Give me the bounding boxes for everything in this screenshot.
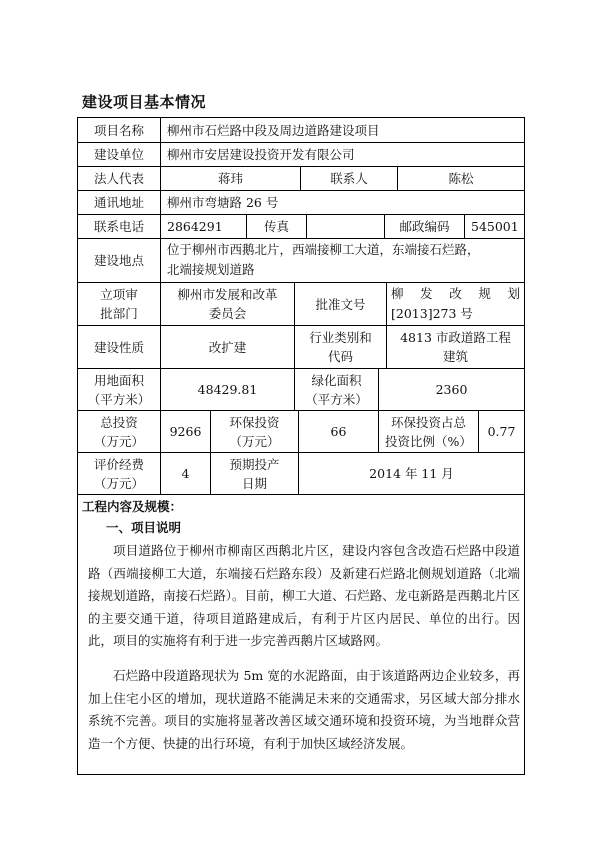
postcode-value: 545001 [471,219,519,234]
builder-value: 柳州市安居建设投资开发有限公司 [167,147,355,162]
approval-dept-label-2: 批部门 [100,306,138,321]
approval-dept-label-1: 立项审 [100,287,138,302]
nature-value: 改扩建 [208,339,247,355]
total-invest-value: 9266 [169,424,202,439]
env-invest-label-1: 环保投资 [229,414,280,430]
phone-label: 联系电话 [93,219,144,234]
location-line-2: 北端接规划道路 [167,262,255,277]
land-area-label-1: 用地面积 [93,372,144,388]
postcode-label: 邮政编码 [399,219,450,234]
approval-dept-value [161,283,294,325]
project-name-value: 柳州市石烂路中段及周边道路建设项目 [167,122,380,138]
approval-dept-value-2: 委员会 [208,306,247,321]
legal-rep-value: 蒋玮 [217,171,243,186]
location-line-1: 位于柳州市西鹅北片，西端接柳工大道，东端接石烂路， [167,242,480,257]
env-ratio-label [379,411,478,452]
env-invest-value: 66 [330,424,347,439]
page-title: 建设项目基本情况 [82,93,207,111]
env-ratio-value: 0.77 [487,424,516,439]
approval-dept-label [78,283,160,325]
green-area-label-2: （平方米） [305,391,368,407]
section-1-heading: 一、项目说明 [106,520,182,535]
industry-value-1: 4813 市政道路工程 [400,330,511,345]
content-heading: 工程内容及规模： [82,499,183,514]
total-invest-label [78,411,160,452]
env-ratio-label-1: 环保投资占总 [390,414,466,430]
production-date-label [211,453,298,494]
eval-fee-label-1: 评价经费 [93,456,144,472]
total-invest-label-1: 总投资 [100,414,138,430]
approval-no-label: 批准文号 [315,296,366,312]
land-area-value: 48429.81 [197,382,258,397]
contact-value: 陈松 [448,171,474,186]
total-invest-label-2: （万元） [93,433,144,449]
env-invest-label-2: （万元） [229,433,280,449]
eval-fee-value: 4 [181,466,190,481]
industry-label [295,326,386,368]
env-invest-label [211,411,298,452]
env-ratio-label-2: 投资比例（%） [385,433,472,449]
project-name-label: 项目名称 [93,122,144,138]
approval-no-value [391,284,520,324]
production-date-label-1: 预期投产 [229,456,280,472]
green-area-value: 2360 [435,382,468,397]
legal-rep-label: 法人代表 [93,171,144,186]
eval-fee-label-2: （万元） [93,475,144,491]
industry-label-1: 行业类别和 [309,330,372,345]
location-label: 建设地点 [93,253,144,268]
paragraph-1: 项目道路位于柳州市柳南区西鹅北片区，建设内容包含改造石烂路中段道路（西端接柳工大道，东端接石烂路东段）及新建石烂路北侧规划道路（北端接规划道路，南接石烂路）。目前，柳工大道、石烂路、龙屯新路是西鹅北片区的主要交通干道，待项目道路建成后，有利于片区内居民、单位的出行。因此，项目的实施将有利于进一步完善西鹅片区域路网。 [88,543,520,648]
location-value [167,240,521,280]
approval-no-value-2: [2013]273 号 [391,306,473,321]
land-area-label [78,369,160,410]
industry-value [387,326,524,368]
eval-fee-label [78,453,160,494]
approval-dept-value-1: 柳州市发展和改革 [177,287,278,302]
builder-label: 建设单位 [93,147,144,162]
industry-value-2: 建筑 [442,349,468,364]
fax-label: 传真 [263,219,289,234]
approval-no-value-1: 柳 发 改 规 划 [391,286,520,301]
green-area-label-1: 绿化面积 [311,372,362,388]
production-date-label-2: 日期 [241,475,267,491]
contact-label: 联系人 [330,171,368,186]
green-area-label [295,369,378,410]
fax-value [307,215,384,238]
production-date-value: 2014 年 11 月 [369,466,454,481]
address-value: 柳州市弯塘路 26 号 [167,195,279,210]
phone-value: 2864291 [167,219,223,234]
paragraph-2: 石烂路中段道路现状为 5m 宽的水泥路面，由于该道路两边企业较多，再加上住宅小区的增加，现状道路不能满足未来的交通需求，另区域大部分排水系统不完善。项目的实施将显著改善区域交通环境和投资环境，为当地群众营造一个方便、快捷的出行环境，有利于加快区域经济发展。 [88,668,520,751]
address-label: 通讯地址 [93,195,144,210]
nature-label: 建设性质 [93,339,144,355]
land-area-label-2: （平方米） [87,391,151,407]
industry-label-2: 代码 [327,349,353,364]
